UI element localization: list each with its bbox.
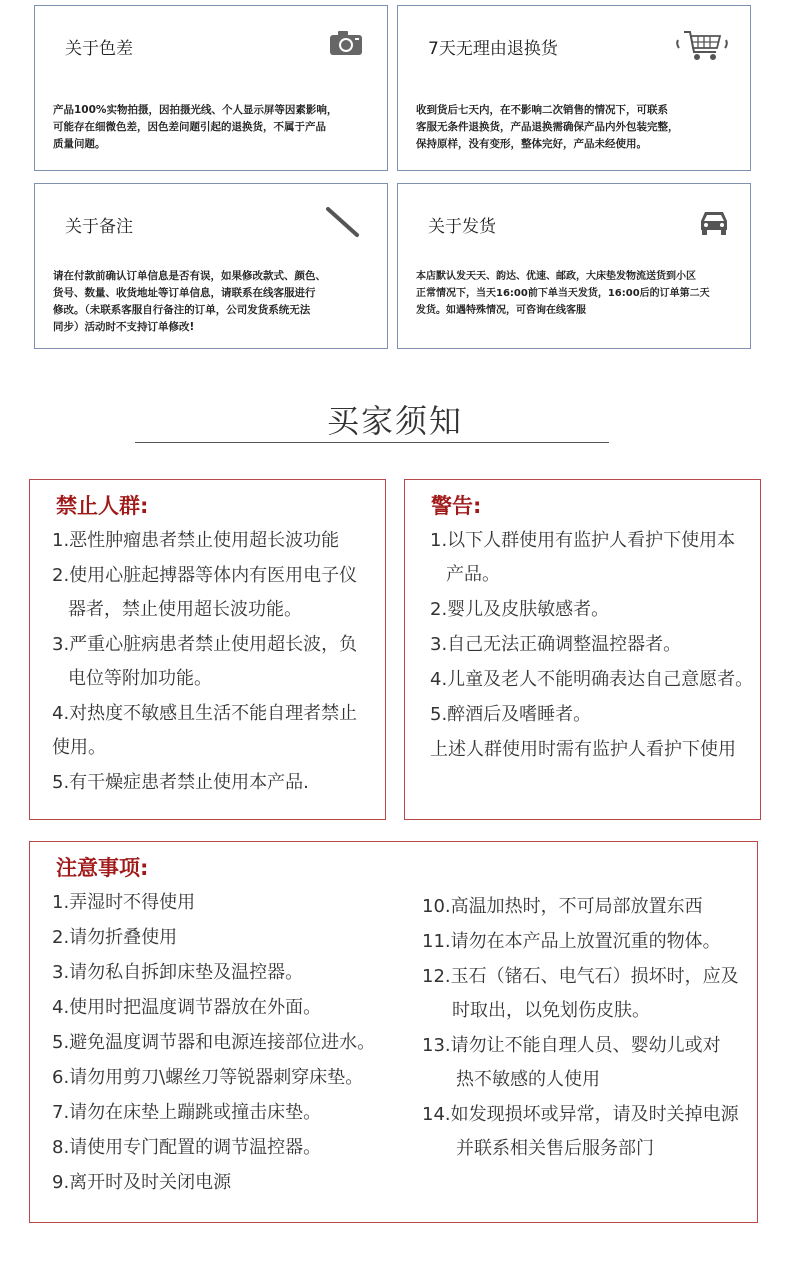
list-item: 1.以下人群使用有监护人看护下使用本 产品。 — [430, 530, 736, 585]
card-line: 客服无条件退换货，产品退换需确保产品内外包装完整， — [416, 121, 679, 133]
warning-box — [404, 479, 761, 820]
list-item: 5.避免温度调节器和电源连接部位进水。 — [52, 1032, 376, 1053]
list-item: 1.弄湿时不得使用 — [52, 892, 196, 913]
list-item: 7.请勿在床垫上蹦跳或撞击床垫。 — [52, 1102, 322, 1123]
list-item: 3.严重心脏病患者禁止使用超长波，负 电位等附加功能。 — [52, 634, 358, 689]
card-line: 同步）活动时不支持订单修改! — [53, 321, 195, 333]
card-line: 货号、数量、收货地址等订单信息，请联系在线客服进行 — [53, 287, 316, 299]
list-item: 3.自己无法正确调整温控器者。 — [430, 634, 682, 655]
card-line: 发货。如遇特殊情况，可咨询在线客服 — [416, 305, 586, 316]
list-item: 13.请勿让不能自理人员、婴幼儿或对 热不敏感的人使用 — [422, 1035, 721, 1090]
list-item: 4.儿童及老人不能明确表达自己意愿者。 — [430, 669, 754, 690]
list-item: 4.对热度不敏感且生活不能自理者禁止 使用。 — [52, 703, 358, 758]
camera-icon — [329, 30, 363, 60]
card-shipping — [397, 183, 751, 349]
list-item: 3.请勿私自拆卸床垫及温控器。 — [52, 962, 304, 983]
list-item: 5.醉酒后及嗜睡者。 — [430, 704, 592, 725]
card-line: 本店默认发天天、韵达、优速、邮政，大床垫发物流送货到小区 — [416, 271, 696, 282]
list-item: 9.离开时及时关闭电源 — [52, 1172, 232, 1193]
card-title: 关于备注 — [65, 217, 133, 237]
list-item: 11.请勿在本产品上放置沉重的物体。 — [422, 931, 721, 952]
list-item: 上述人群使用时需有监护人看护下使用 — [430, 739, 736, 760]
pen-icon — [325, 206, 361, 242]
forbidden-box — [29, 479, 386, 820]
notes-box — [29, 841, 758, 1223]
list-item: 1.恶性肿瘤患者禁止使用超长波功能 — [52, 530, 340, 551]
shopping-cart-icon — [674, 26, 730, 68]
card-line: 修改。（未联系客服自行备注的订单，公司发货系统无法 — [53, 304, 311, 316]
forbidden-heading: 禁止人群: — [56, 494, 149, 518]
card-line: 产品100%实物拍摄，因拍摄光线、个人显示屏等因素影响， — [53, 104, 338, 116]
card-title: 关于发货 — [428, 217, 496, 237]
card-color-difference — [34, 5, 388, 171]
car-icon — [698, 208, 730, 240]
card-line: 质量问题。 — [53, 138, 106, 150]
list-item: 14.如发现损坏或异常，请及时关掉电源 并联系相关售后服务部门 — [422, 1104, 739, 1159]
card-title: 7天无理由退换货 — [428, 39, 558, 59]
list-item: 2.婴儿及皮肤敏感者。 — [430, 599, 610, 620]
card-return-policy — [397, 5, 751, 171]
card-line: 保持原样，没有变形，整体完好，产品未经使用。 — [416, 138, 647, 150]
card-line: 可能存在细微色差，因色差问题引起的退换货，不属于产品 — [53, 121, 326, 133]
list-item: 2.使用心脏起搏器等体内有医用电子仪 器者，禁止使用超长波功能。 — [52, 565, 358, 620]
section-divider — [135, 442, 609, 443]
list-item: 6.请勿用剪刀\螺丝刀等锐器刺穿床垫。 — [52, 1067, 364, 1088]
card-remarks — [34, 183, 388, 349]
list-item: 2.请勿折叠使用 — [52, 927, 178, 948]
list-item: 4.使用时把温度调节器放在外面。 — [52, 997, 322, 1018]
card-line: 请在付款前确认订单信息是否有误，如果修改款式、颜色、 — [53, 270, 326, 282]
card-line: 正常情况下，当天16:00前下单当天发货，16:00后的订单第二天 — [416, 288, 710, 299]
section-title: 买家须知 — [326, 402, 463, 440]
notes-heading: 注意事项: — [56, 856, 149, 880]
list-item: 10.高温加热时，不可局部放置东西 — [422, 896, 703, 917]
list-item: 5.有干燥症患者禁止使用本产品. — [52, 772, 309, 793]
list-item: 8.请使用专门配置的调节温控器。 — [52, 1137, 322, 1158]
list-item: 12.玉石（锗石、电气石）损坏时，应及 时取出，以免划伤皮肤。 — [422, 966, 739, 1021]
card-line: 收到货后七天内，在不影响二次销售的情况下，可联系 — [416, 104, 668, 116]
warning-heading: 警告: — [431, 494, 482, 518]
card-title: 关于色差 — [65, 39, 133, 59]
